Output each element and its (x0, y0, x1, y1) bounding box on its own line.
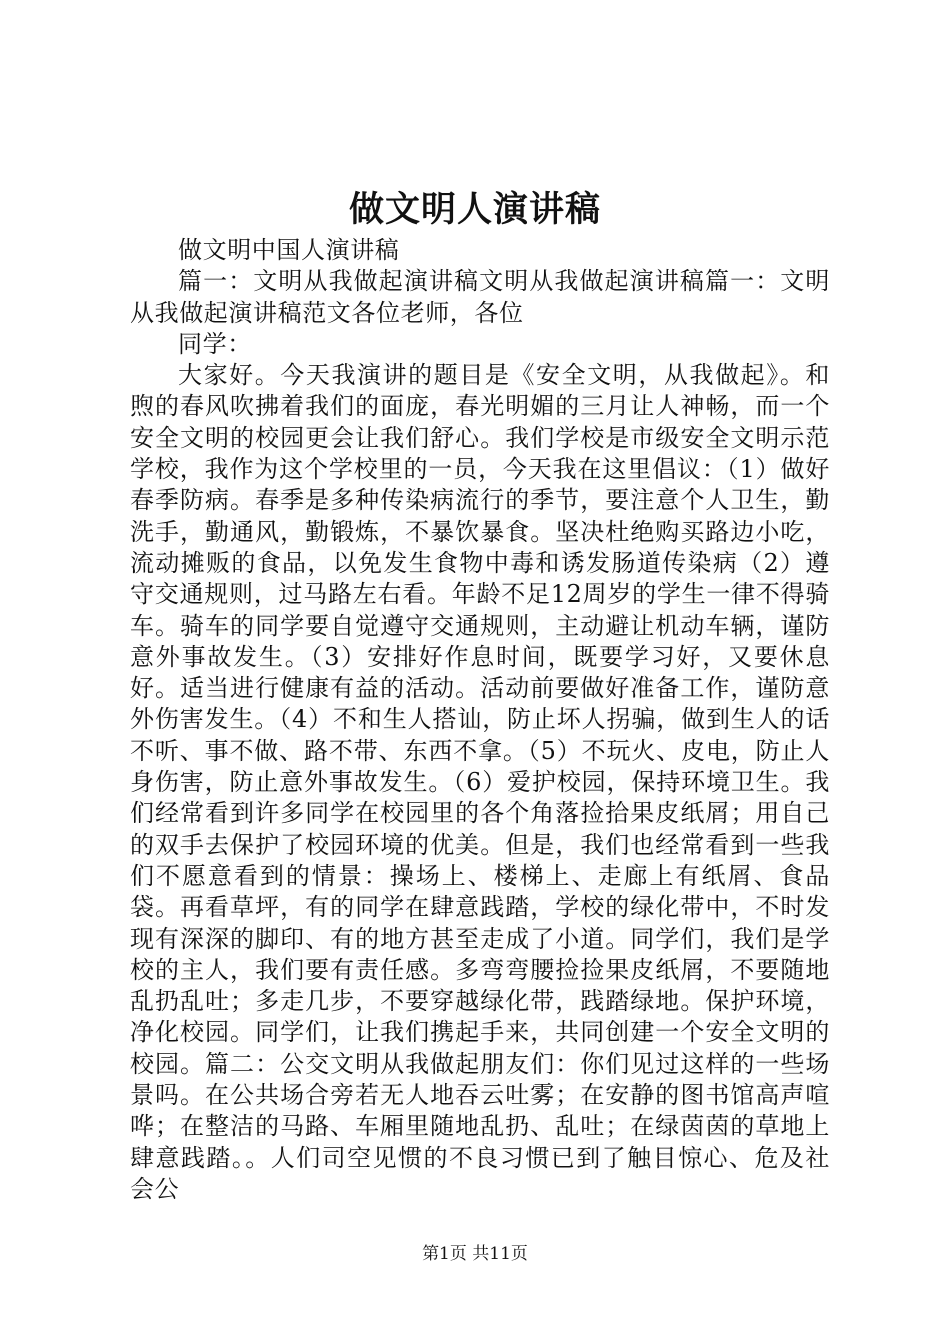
document-body (130, 235, 830, 1205)
paragraph-subtitle: 做文明中国人演讲稿 (178, 236, 400, 264)
page-number-footer: 第1页 共11页 (422, 1244, 528, 1264)
paragraph-greeting: 同学： (178, 329, 252, 358)
paragraph-intro: 篇一：文明从我做起演讲稿文明从我做起演讲稿篇一：文明从我做起演讲稿范文各位老师，各位 (130, 267, 830, 327)
document-title: 做文明人演讲稿 (348, 189, 601, 230)
paragraph-main: 大家好。今天我演讲的题目是《安全文明，从我做起》。和煦的春风吹拂着我们的面庞，春光明媚的三月让人神畅，而一个安全文明的校园更会让我们舒心。我们学校是市级安全文明示范学校，我作为这个学校里的一员，今天我在这里倡议：（1）做好春季防病。春季是多种传染病流行的季节，要注意个人卫生，勤洗手，勤通风，勤锻炼，不暴饮暴食。坚决杜绝购买路边小吃，流动摊贩的食品，以免发生食物中毒和诱发肠道传染病（2）遵守交通规则，过马路左右看。年龄不足12周岁的学生一律不得骑车。骑车的同学要自觉遵守交通规则，主动避让机动车辆，谨防意外事故发生。（3）安排好作息时间，既要学习好，又要休息好。适当进行健康有益的活动。活动前要做好准备工作，谨防意外伤害发生。（4）不和生人搭讪，防止坏人拐骗，做到生人的话不听、事不做、路不带、东西不拿。（5）不玩火、皮电，防止人身伤害，防止意外事故发生。（6）爱护校园，保持环境卫生。我们经常看到许多同学在校园里的各个角落捡拾果皮纸屑；用自己的双手去保护了校园环境的优美。但是，我们也经常看到一些我们不愿意看到的情景：操场上、楼梯上、走廊上有纸屑、食品袋。再看草坪，有的同学在肆意践踏，学校的绿化带中，不时发现有深深的脚印、有的地方甚至走成了小道。同学们，我们是学校的主人，我们要有责任感。多弯弯腰捡捡果皮纸屑，不要随地乱扔乱吐；多走几步，不要穿越绿化带，践踏绿地。保护环境，净化校园。同学们，让我们携起手来，共同创建一个安全文明的校园。篇二：公交文明从我做起朋友们：你们见过这样的一些场景吗。在公共场合旁若无人地吞云吐雾；在安静的图书馆高声喧哗；在整洁的马路、车厢里随地乱扔、乱吐；在绿茵茵的草地上肆意践踏。。人们司空见惯的不良习惯已到了触目惊心、危及社会公 (130, 361, 830, 1203)
